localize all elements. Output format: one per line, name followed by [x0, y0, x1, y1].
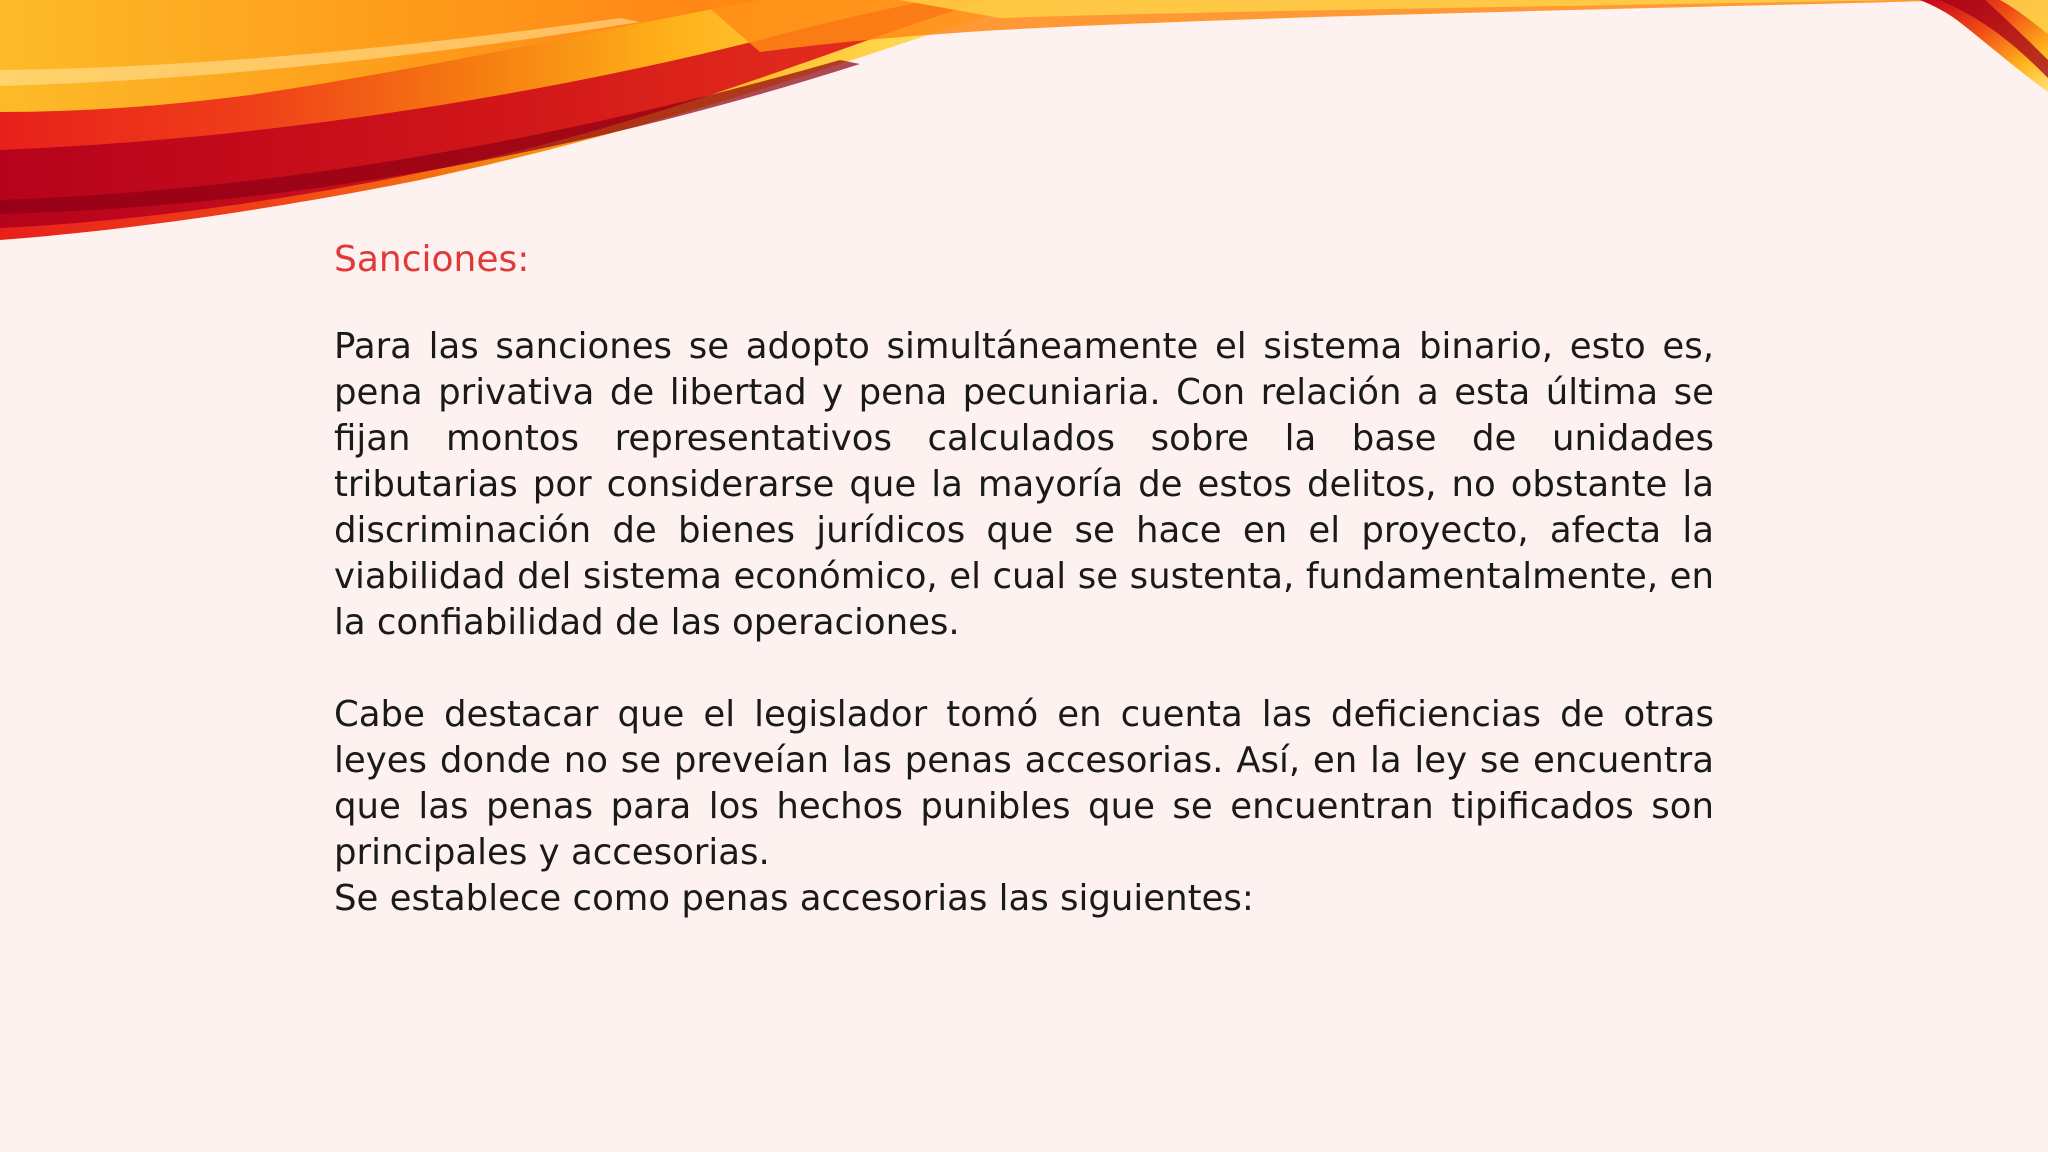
slide-content	[334, 236, 1714, 922]
paragraph-penas-accesorias: Cabe destacar que el legislador tomó en cuenta las deficiencias de otras leyes donde no se preveían las penas accesorias. Así, en la ley se encuentra que las penas para los hechos punibles que se encuentran tipificados son principales y accesorias.	[334, 694, 1714, 873]
slide-heading: Sanciones:	[334, 239, 530, 280]
paragraph-lista-intro: Se establece como penas accesorias las siguientes:	[334, 878, 1254, 919]
paragraph-sanciones-binario: Para las sanciones se adopto simultáneamente el sistema binario, esto es, pena privativa de libertad y pena pecuniaria. Con relación a esta última se fijan montos representativos calculados sobre la base de unidades tributarias por considerarse que la mayoría de estos delitos, no obstante la discriminación de bienes jurídicos que se hace en el proyecto, afecta la viabilidad del sistema económico, el cual se sustenta, fundamentalmente, en la confiabilidad de las operaciones.	[334, 326, 1714, 643]
decorative-swoosh-banner	[0, 0, 2048, 260]
